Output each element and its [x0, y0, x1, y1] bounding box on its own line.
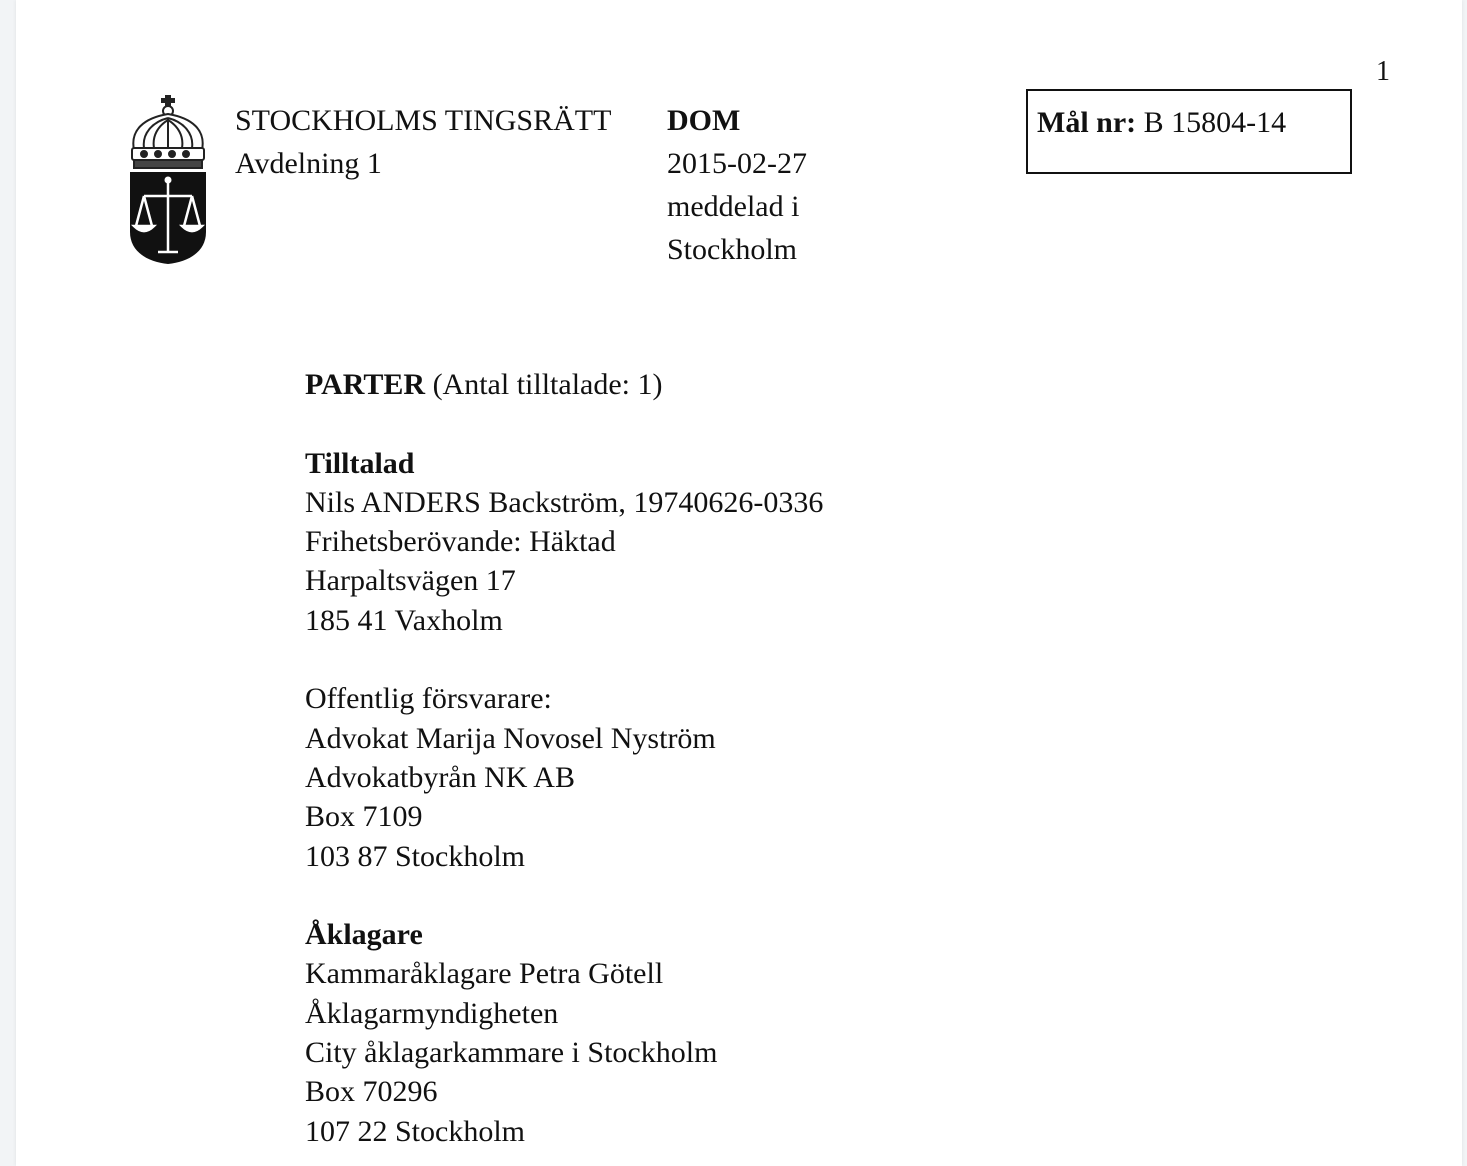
defendant-postal: 185 41 Vaxholm: [305, 603, 503, 637]
prosecutor-postal: 107 22 Stockholm: [305, 1114, 526, 1148]
counsel-box: Box 7109: [305, 800, 423, 834]
court-division: Avdelning 1: [235, 147, 382, 180]
counsel-firm: Advokatbyrån NK AB: [305, 760, 575, 794]
prosecutor-name: Kammaråklagare Petra Götell: [305, 957, 664, 991]
coat-of-arms-scales-icon: [122, 92, 214, 268]
case-number-label: Mål nr:: [1037, 106, 1137, 139]
case-number-box: [1026, 89, 1352, 174]
document-issued-line2: Stockholm: [667, 233, 798, 266]
court-name: STOCKHOLMS TINGSRÄTT: [235, 104, 612, 137]
court-header: [235, 101, 611, 187]
parties-section: [305, 365, 823, 1151]
defendant-heading: Tilltalad: [305, 446, 415, 480]
document-issued-line1: meddelad i: [667, 190, 800, 223]
counsel-heading: Offentlig försvarare:: [305, 682, 552, 716]
counsel-name: Advokat Marija Novosel Nyström: [305, 721, 716, 755]
parties-heading-note: (Antal tilltalade: 1): [432, 368, 663, 401]
page-number: 1: [1376, 56, 1390, 87]
prosecutor-authority: Åklagarmyndigheten: [305, 996, 559, 1030]
case-number-line: [1037, 103, 1286, 143]
prosecutor-heading: Åklagare: [305, 918, 423, 952]
document-info: [667, 101, 807, 273]
document-page: [16, 0, 1462, 1166]
defendant-name: Nils ANDERS Backström, 19740626-0336: [305, 485, 824, 519]
document-date: 2015-02-27: [667, 147, 807, 180]
parties-heading: PARTER: [305, 368, 426, 401]
prosecutor-box: Box 70296: [305, 1075, 438, 1109]
document-type: DOM: [667, 104, 741, 137]
counsel-postal: 103 87 Stockholm: [305, 839, 526, 873]
parties-heading-line: [305, 365, 823, 404]
case-number-value: B 15804-14: [1143, 106, 1287, 139]
prosecutor-office: City åklagarkammare i Stockholm: [305, 1036, 718, 1070]
defendant-street: Harpaltsvägen 17: [305, 564, 516, 598]
defendant-custody: Frihetsberövande: Häktad: [305, 525, 616, 559]
